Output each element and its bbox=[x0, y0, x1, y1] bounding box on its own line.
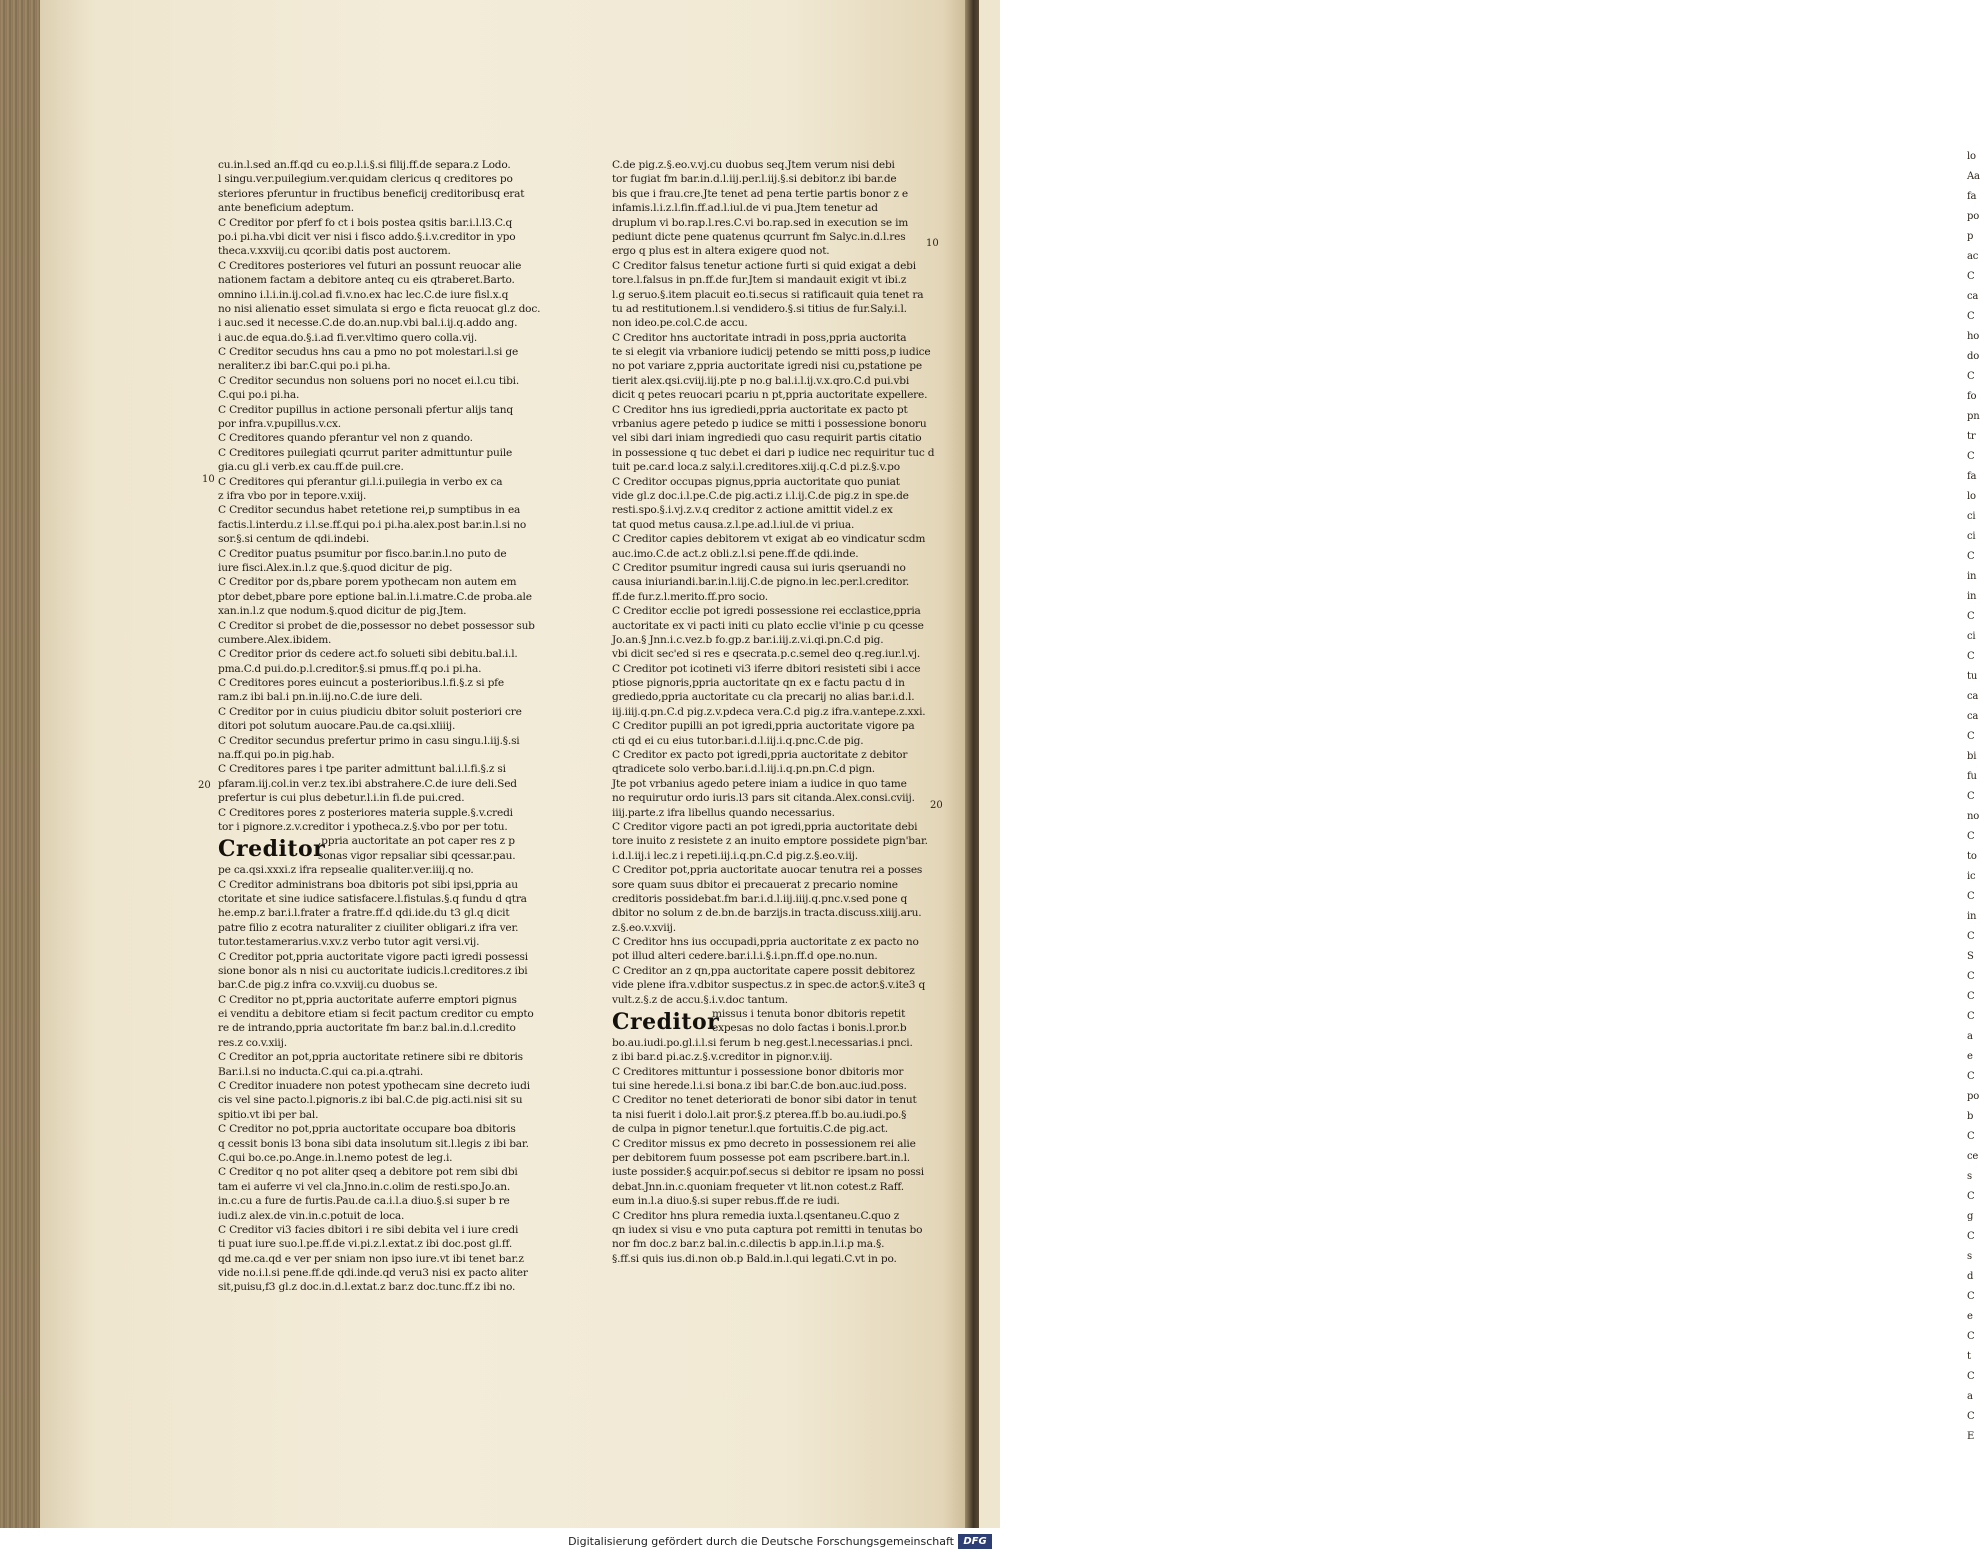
text-fragment: e bbox=[1967, 1051, 1973, 1062]
text-line: i auc.sed it necesse.C.de do.an.nup.vbi bal.i.ij.q.addo ang. bbox=[218, 317, 518, 330]
text-fragment: s bbox=[1967, 1171, 1972, 1182]
text-fragment: C bbox=[1967, 971, 1975, 982]
text-line: i auc.de equa.do.§.i.ad fi.ver.vltimo quero colla.vij. bbox=[218, 331, 478, 344]
text-line: ,ppria auctoritate an pot caper res z p bbox=[318, 835, 515, 848]
text-line: C Creditor no pt,ppria auctoritate auferre emptori pignus bbox=[218, 993, 517, 1006]
text-line: omnino i.l.i.in.ij.col.ad fi.v.no.ex hac lec.C.de iure fisl.x.q bbox=[218, 288, 509, 301]
text-line: he.emp.z bar.i.l.frater a fratre.ff.d qdi.ide.du t3 gl.q dicit bbox=[218, 907, 510, 920]
adjacent-page-text bbox=[1967, 150, 1979, 1490]
text-line: iiij.parte.z ifra libellus quando necessarius. bbox=[612, 806, 835, 819]
text-line: tierit alex.qsi.cviij.iij.pte p no.g bal.i.l.ij.v.x.qro.C.d pui.vbi bbox=[612, 374, 910, 387]
text-fragment: C bbox=[1967, 1291, 1975, 1302]
text-line: missus i tenuta bonor dbitoris repetit bbox=[712, 1008, 906, 1021]
adjacent-page-edge bbox=[979, 0, 1980, 1528]
text-line: C Creditor pupillus in actione personali pfertur alijs tanq bbox=[218, 403, 513, 416]
text-line: nationem factam a debitore anteq cu eis qtraberet.Barto. bbox=[218, 274, 515, 287]
text-line: re de intrando,ppria auctoritate fm bar.z bal.in.d.l.credito bbox=[218, 1022, 516, 1035]
text-line: qn iudex si visu e vno puta captura pot remitti in tenutas bo bbox=[612, 1223, 923, 1236]
text-line: sore quam suus dbitor ei precauerat z precario nomine bbox=[612, 878, 898, 891]
text-line: sione bonor als n nisi cu auctoritate iudicis.l.creditores.z ibi bbox=[218, 964, 528, 977]
margin-line-number: 10 bbox=[926, 238, 939, 249]
text-fragment: C bbox=[1967, 1191, 1975, 1202]
text-fragment: C bbox=[1967, 311, 1975, 322]
text-line: expesas no dolo factas i bonis.l.pror.b bbox=[712, 1022, 907, 1035]
text-fragment: lo bbox=[1967, 151, 1976, 162]
text-line: C Creditor secundus prefertur primo in casu singu.l.iij.§.si bbox=[218, 734, 520, 747]
text-line: prefertur is cui plus debetur.l.i.in fi.de pui.cred. bbox=[218, 792, 465, 805]
text-fragment: C bbox=[1967, 271, 1975, 282]
text-line: ram.z ibi bal.i pn.in.iij.no.C.de iure deli. bbox=[218, 691, 423, 704]
text-line: Bar.i.l.si no inducta.C.qui ca.pi.a.qtrahi. bbox=[218, 1065, 424, 1078]
text-line: auctoritate ex vi pacti initi cu plato ecclie vl'inie p cu qcesse bbox=[612, 619, 924, 632]
text-line: res.z co.v.xiij. bbox=[218, 1036, 287, 1049]
text-line: causa iniuriandi.bar.in.l.iij.C.de pigno.in lec.per.l.creditor. bbox=[612, 576, 910, 589]
text-fragment: C bbox=[1967, 1231, 1975, 1242]
text-line: bar.C.de pig.z infra co.v.xviij.cu duobus se. bbox=[218, 979, 438, 992]
text-line: sor.§.si centum de qdi.indebi. bbox=[218, 533, 369, 546]
text-fragment: C bbox=[1967, 1011, 1975, 1022]
text-fragment: C bbox=[1967, 1331, 1975, 1342]
text-fragment: to bbox=[1967, 851, 1977, 862]
text-line: C Creditor no tenet deteriorati de bonor sibi dator in tenut bbox=[612, 1094, 917, 1107]
text-line: C Creditor vigore pacti an pot igredi,ppria auctoritate debi bbox=[612, 820, 918, 833]
text-fragment: in bbox=[1967, 911, 1977, 922]
text-fragment: C bbox=[1967, 451, 1975, 462]
text-fragment: lo bbox=[1967, 491, 1976, 502]
text-line: ergo q plus est in altera exigere quod not. bbox=[612, 245, 830, 258]
text-line: C Creditor hns plura remedia iuxta.l.qsentaneu.C.quo z bbox=[612, 1209, 900, 1222]
text-line: bo.au.iudi.po.gl.i.l.si ferum b neg.gest.l.necessarias.i pnci. bbox=[612, 1036, 913, 1049]
text-fragment: ci bbox=[1967, 531, 1976, 542]
text-line: C Creditor puatus psumitur por fisco.bar.in.l.no puto de bbox=[218, 547, 507, 560]
text-line: non ideo.pe.col.C.de accu. bbox=[612, 317, 748, 330]
text-fragment: ce bbox=[1967, 1151, 1979, 1162]
text-fragment: bi bbox=[1967, 751, 1977, 762]
text-fragment: C bbox=[1967, 1071, 1975, 1082]
text-fragment: ho bbox=[1967, 331, 1980, 342]
text-line: pot illud alteri cedere.bar.i.l.i.§.i.pn.ff.d ope.no.nun. bbox=[612, 950, 878, 963]
text-line: C Creditor psumitur ingredi causa sui iuris qseruandi no bbox=[612, 561, 906, 574]
text-fragment: g bbox=[1967, 1211, 1974, 1222]
text-line: C.qui po.i pi.ha. bbox=[218, 389, 300, 402]
text-line: ff.de fur.z.l.merito.ff.pro socio. bbox=[612, 590, 768, 603]
text-line: C Creditores qui pferantur gi.l.i.puilegia in verbo ex ca bbox=[218, 475, 503, 488]
text-fragment: C bbox=[1967, 891, 1975, 902]
text-line: z ifra vbo por in tepore.v.xiij. bbox=[218, 489, 367, 502]
text-fragment: a bbox=[1967, 1391, 1973, 1402]
lemma-heading: Creditor bbox=[218, 836, 326, 863]
text-line: C Creditor pot,ppria auctoritate auocar tenutra rei a posses bbox=[612, 864, 923, 877]
right-text-column bbox=[612, 158, 937, 1266]
lemma-heading: Creditor bbox=[612, 1009, 720, 1036]
text-line: theca.v.xxviij.cu qcor.ibi datis post auctorem. bbox=[218, 245, 451, 258]
text-line: C Creditor por in cuius piudiciu dbitor soluit posteriori cre bbox=[218, 705, 522, 718]
text-line: C Creditores puilegiati qcurrut pariter admittuntur puile bbox=[218, 446, 513, 459]
text-line: vide no.i.l.si pene.ff.de qdi.inde.qd veru3 nisi ex pacto aliter bbox=[218, 1267, 528, 1280]
text-line: cis vel sine pacto.l.pignoris.z ibi bal.C.de pig.acti.nisi sit su bbox=[218, 1094, 523, 1107]
text-fragment: tu bbox=[1967, 671, 1978, 682]
text-line: tor fugiat fm bar.in.d.l.iij.per.l.iij.§.si debitor.z ibi bar.de bbox=[612, 173, 897, 186]
text-line: ptiose pignoris,ppria auctoritate qn ex e factu pactu d in bbox=[612, 677, 905, 690]
left-text-column bbox=[218, 158, 540, 1295]
text-line: ei venditu a debitore etiam si fecit pactum creditor cu empto bbox=[218, 1008, 534, 1021]
text-line: tore inuito z resistete z an inuito emptore possidete pign'bar. bbox=[612, 835, 928, 848]
text-line: C Creditor pot icotineti vi3 iferre dbitori resisteti sibi i acce bbox=[612, 662, 921, 675]
text-line: vide gl.z doc.i.l.pe.C.de pig.acti.z i.l.ij.C.de pig.z in spe.de bbox=[612, 489, 909, 502]
text-line: C Creditor hns ius occupadi,ppria auctoritate z ex pacto no bbox=[612, 936, 919, 949]
text-line: vide plene ifra.v.dbitor suspectus.z in spec.de actor.§.v.ite3 q bbox=[612, 979, 926, 992]
text-line: grediedo,ppria auctoritate cu cla precarij no alias bar.i.d.l. bbox=[612, 691, 915, 704]
text-fragment: d bbox=[1967, 1271, 1974, 1282]
text-line: l.g seruo.§.item placuit eo.ti.secus si ratificauit quia tenet ra bbox=[612, 288, 924, 301]
text-line: i.d.l.iij.i lec.z i repeti.iij.i.q.pn.C.d pig.z.§.eo.v.iij. bbox=[612, 849, 858, 862]
text-line: pfaram.iij.col.in ver.z tex.ibi abstrahere.C.de iure deli.Sed bbox=[218, 777, 517, 790]
text-line: factis.l.interdu.z i.l.se.ff.qui po.i pi.ha.alex.post bar.in.l.si no bbox=[218, 518, 527, 531]
text-line: C Creditor occupas pignus,ppria auctoritate quo puniat bbox=[612, 475, 900, 488]
text-fragment: ic bbox=[1967, 871, 1976, 882]
text-line: auc.imo.C.de act.z obli.z.l.si pene.ff.de qdi.inde. bbox=[612, 547, 859, 560]
text-line: C Creditores pores z posteriores materia supple.§.v.credi bbox=[218, 806, 513, 819]
heading-block bbox=[218, 834, 540, 863]
text-line: tam ei auferre vi vel cla.Jnno.in.c.olim de resti.spo.Jo.an. bbox=[218, 1180, 511, 1193]
text-line: C Creditor prior ds cedere act.fo solueti sibi debitu.bal.i.l. bbox=[218, 648, 518, 661]
text-fragment: t bbox=[1967, 1351, 1971, 1362]
text-fragment: fu bbox=[1967, 771, 1977, 782]
text-line: C Creditor an z qn,ppa auctoritate capere possit debitorez bbox=[612, 964, 915, 977]
text-line: C Creditor hns ius igrediedi,ppria auctoritate ex pacto pt bbox=[612, 403, 908, 416]
text-line: C Creditor por ds,pbare porem ypothecam non autem em bbox=[218, 576, 517, 589]
text-line: in.c.cu a fure de furtis.Pau.de ca.i.l.a diuo.§.si super b re bbox=[218, 1195, 510, 1208]
text-line: C Creditor hns auctoritate intradi in poss,ppria auctorita bbox=[612, 331, 907, 344]
text-line: C.de pig.z.§.eo.v.vj.cu duobus seq.Jtem verum nisi debi bbox=[612, 159, 895, 171]
text-line: cu.in.l.sed an.ff.qd cu eo.p.l.i.§.si filij.ff.de separa.z Lodo. bbox=[218, 159, 511, 171]
text-line: C Creditor ex pacto pot igredi,ppria auctoritate z debitor bbox=[612, 749, 908, 762]
text-fragment: C bbox=[1967, 791, 1975, 802]
text-fragment: a bbox=[1967, 1031, 1973, 1042]
text-fragment: C bbox=[1967, 551, 1975, 562]
text-fragment: fa bbox=[1967, 191, 1977, 202]
text-line: druplum vi bo.rap.l.res.C.vi bo.rap.sed in execution se im bbox=[612, 216, 909, 229]
text-line: C Creditor vi3 facies dbitori i re sibi debita vel i iure credi bbox=[218, 1223, 519, 1236]
text-fragment: C bbox=[1967, 651, 1975, 662]
text-line: l singu.ver.puilegium.ver.quidam clericus q creditores po bbox=[218, 173, 513, 186]
text-line: creditoris possidebat.fm bar.i.d.l.iij.iiij.q.pnc.v.sed pone q bbox=[612, 892, 908, 905]
text-line: tutor.testamerarius.v.xv.z verbo tutor agit versi.vij. bbox=[218, 936, 480, 949]
text-fragment: ca bbox=[1967, 691, 1979, 702]
margin-line-number: 20 bbox=[198, 780, 211, 791]
text-fragment: in bbox=[1967, 571, 1977, 582]
text-line: C Creditor ecclie pot igredi possessione rei ecclastice,ppria bbox=[612, 605, 921, 618]
text-line: spitio.vt ibi per bal. bbox=[218, 1108, 319, 1121]
text-fragment: C bbox=[1967, 991, 1975, 1002]
text-line: C.qui bo.ce.po.Ange.in.l.nemo potest de leg.i. bbox=[218, 1151, 453, 1164]
text-line: C Creditor secudus hns cau a pmo no pot molestari.l.si ge bbox=[218, 346, 519, 359]
heading-block bbox=[612, 1007, 937, 1036]
text-line: ante beneficium adeptum. bbox=[218, 202, 354, 215]
text-line: cumbere.Alex.ibidem. bbox=[218, 633, 332, 646]
text-line: te si elegit via vrbaniore iudicij petendo se mitti poss,p iudice bbox=[612, 346, 931, 359]
text-line: C Creditor falsus tenetur actione furti si quid exigat a debi bbox=[612, 259, 916, 272]
text-fragment: ci bbox=[1967, 511, 1976, 522]
text-line: tat quod metus causa.z.l.pe.ad.l.iul.de vi priua. bbox=[612, 518, 855, 531]
margin-line-number: 20 bbox=[930, 800, 943, 811]
text-line: Jte pot vrbanius agedo petere iniam a iudice in quo tame bbox=[612, 777, 907, 790]
text-line: qtradicete solo verbo.bar.i.d.l.iij.i.q.pn.pn.C.d pign. bbox=[612, 763, 875, 776]
text-fragment: ca bbox=[1967, 291, 1979, 302]
text-line: C Creditor capies debitorem vt exigat ab eo vindicatur scdm bbox=[612, 533, 926, 546]
text-line: per debitorem fuum possesse pot eam pscribere.bart.in.l. bbox=[612, 1151, 910, 1164]
text-fragment: tr bbox=[1967, 431, 1976, 442]
text-line: Jo.an.§ Jnn.i.c.vez.b fo.gp.z bar.i.iij.z.v.i.qi.pn.C.d pig. bbox=[612, 633, 884, 646]
text-line: no requirutur ordo iuris.l3 pars sit citanda.Alex.consi.cviij. bbox=[612, 792, 915, 805]
text-line: eum in.l.a diuo.§.si super rebus.ff.de re iudi. bbox=[612, 1195, 840, 1208]
text-line: resti.spo.§.i.vj.z.v.q creditor z actione amittit videl.z ex bbox=[612, 504, 893, 517]
text-fragment: po bbox=[1967, 211, 1980, 222]
text-line: q cessit bonis l3 bona sibi data insolutum sit.l.legis z ibi bar. bbox=[218, 1137, 529, 1150]
text-line: gia.cu gl.i verb.ex cau.ff.de puil.cre. bbox=[218, 461, 404, 474]
text-line: sonas vigor repsaliar sibi qcessar.pau. bbox=[318, 849, 516, 862]
text-fragment: C bbox=[1967, 611, 1975, 622]
text-fragment: b bbox=[1967, 1111, 1974, 1122]
footer-bar bbox=[0, 1528, 1000, 1556]
text-line: dbitor no solum z de.bn.de barzijs.in tracta.discuss.xiiij.aru. bbox=[612, 907, 922, 920]
text-fragment: Aa bbox=[1967, 171, 1980, 182]
text-line: C Creditores pares i tpe pariter admittunt bal.i.l.fi.§.z si bbox=[218, 763, 506, 776]
text-line: dicit q petes reuocari pcariu n pt,ppria auctoritate expellere. bbox=[612, 389, 928, 402]
text-line: vrbanius agere petedo p iudice se mitti i possessione bonoru bbox=[612, 418, 927, 431]
text-line: z ibi bar.d pi.ac.z.§.v.creditor in pignor.v.iij. bbox=[612, 1051, 833, 1064]
text-line: ditori pot solutum auocare.Pau.de ca.qsi.xliiij. bbox=[218, 720, 456, 733]
text-line: pma.C.d pui.do.p.l.creditor.§.si pmus.ff.q po.i pi.ha. bbox=[218, 662, 482, 675]
text-fragment: C bbox=[1967, 831, 1975, 842]
text-fragment bbox=[1967, 1450, 1979, 1470]
text-line: bis que i frau.cre.Jte tenet ad pena tertie partis bonor z e bbox=[612, 187, 908, 200]
text-line: ctoritate et sine iudice satisfacere.l.fistulas.§.q fundu d qtra bbox=[218, 892, 527, 905]
text-line: na.ff.qui po.in pig.hab. bbox=[218, 749, 335, 762]
text-line: §.ff.si quis ius.di.non ob.p Bald.in.l.qui legati.C.vt in po. bbox=[612, 1252, 897, 1265]
text-fragment: E bbox=[1967, 1431, 1975, 1442]
text-line: patre filio z ecotra naturaliter z ciuiliter obligari.z ifra ver. bbox=[218, 921, 519, 934]
text-line: in possessione q tuc debet ei dari p iudice nec requiritur tuc d bbox=[612, 446, 935, 459]
text-fragment: S bbox=[1967, 951, 1974, 962]
text-line: C Creditor inuadere non potest ypothecam sine decreto iudi bbox=[218, 1080, 530, 1093]
text-line: vult.z.§.z de accu.§.i.v.doc tantum. bbox=[612, 993, 788, 1006]
text-fragment: in bbox=[1967, 591, 1977, 602]
text-fragment: ac bbox=[1967, 251, 1979, 262]
text-line: ta nisi fuerit i dolo.l.ait pror.§.z pterea.ff.b bo.au.iudi.po.§ bbox=[612, 1108, 907, 1121]
text-fragment: po bbox=[1967, 1091, 1980, 1102]
text-fragment: C bbox=[1967, 1411, 1975, 1422]
text-line: de culpa in pignor tenetur.l.que fortuitis.C.de pig.act. bbox=[612, 1123, 888, 1136]
text-line: tor i pignore.z.v.creditor i ypotheca.z.§.vbo por per totu. bbox=[218, 820, 508, 833]
text-line: por infra.v.pupillus.v.cx. bbox=[218, 418, 341, 431]
text-line: debat.Jnn.in.c.quoniam frequeter vt lit.non cotest.z Raff. bbox=[612, 1180, 904, 1193]
text-fragment: fo bbox=[1967, 391, 1977, 402]
text-line: tui sine herede.l.i.si bona.z ibi bar.C.de bon.auc.iud.poss. bbox=[612, 1080, 907, 1093]
text-line: pe ca.qsi.xxxi.z ifra repsealie qualiter.ver.iiij.q no. bbox=[218, 864, 474, 877]
text-line: C Creditores quando pferantur vel non z quando. bbox=[218, 432, 473, 445]
text-line: iij.iiij.q.pn.C.d pig.z.v.pdeca vera.C.d pig.z ifra.v.antepe.z.xxi. bbox=[612, 705, 926, 718]
text-line: C Creditor por pferf fo ct i bois postea qsitis bar.i.l.l3.C.q bbox=[218, 216, 513, 229]
text-line: sit,puisu,f3 gl.z doc.in.d.l.extat.z bar.z doc.tunc.ff.z ibi no. bbox=[218, 1281, 516, 1294]
text-line: no nisi alienatio esset simulata si ergo e ficta reuocat gl.z doc. bbox=[218, 302, 541, 315]
text-line: C Creditor pot,ppria auctoritate vigore pacti igredi possessi bbox=[218, 950, 528, 963]
text-line: tuit pe.car.d loca.z saly.i.l.creditores.xiij.q.C.d pi.z.§.v.po bbox=[612, 461, 900, 474]
text-line: infamis.l.i.z.l.fin.ff.ad.l.iul.de vi pua.Jtem tenetur ad bbox=[612, 202, 878, 215]
text-fragment bbox=[1967, 1470, 1979, 1490]
text-line: vel sibi dari iniam ingrediedi quo casu requirit partis citatio bbox=[612, 432, 922, 445]
text-fragment: C bbox=[1967, 371, 1975, 382]
dfg-logo-icon: DFG bbox=[958, 1534, 992, 1549]
text-line: cti qd ei cu eius tutor.bar.i.d.l.iij.i.q.pnc.C.de pig. bbox=[612, 734, 864, 747]
text-line: nor fm doc.z bar.z bal.in.c.dilectis b app.in.l.i.p ma.§. bbox=[612, 1238, 885, 1251]
text-line: xan.in.l.z que nodum.§.quod dicitur de pig.Jtem. bbox=[218, 605, 467, 618]
text-line: neraliter.z ibi bar.C.qui po.i pi.ha. bbox=[218, 360, 391, 373]
text-fragment: do bbox=[1967, 351, 1980, 362]
book-gutter bbox=[965, 0, 979, 1528]
text-line: iudi.z alex.de vin.in.c.potuit de loca. bbox=[218, 1209, 405, 1222]
text-line: ti puat iure suo.l.pe.ff.de vi.pi.z.l.extat.z ibi doc.post gl.ff. bbox=[218, 1238, 513, 1251]
text-fragment: fa bbox=[1967, 471, 1977, 482]
funding-credit: Digitalisierung gefördert durch die Deutsche Forschungsgemeinschaft bbox=[568, 1535, 954, 1548]
text-line: C Creditores mittuntur i possessione bonor dbitoris mor bbox=[612, 1065, 904, 1078]
text-line: C Creditor administrans boa dbitoris pot sibi ipsi,ppria au bbox=[218, 878, 518, 891]
text-line: C Creditor q no pot aliter qseq a debitore pot rem sibi dbi bbox=[218, 1166, 518, 1179]
text-line: steriores pferuntur in fructibus beneficij creditoribusq erat bbox=[218, 187, 525, 200]
text-line: po.i pi.ha.vbi dicit ver nisi i fisco addo.§.i.v.creditor in ypo bbox=[218, 230, 516, 243]
text-line: iuste possider.§ acquir.pof.secus si debitor re ipsam no possi bbox=[612, 1166, 924, 1179]
text-line: ptor debet,pbare pore eptione bal.in.l.i.matre.C.de proba.ale bbox=[218, 590, 532, 603]
text-fragment: no bbox=[1967, 811, 1980, 822]
text-line: C Creditor si probet de die,possessor no debet possessor sub bbox=[218, 619, 535, 632]
text-line: tore.l.falsus in pn.ff.de fur.Jtem si mandauit exigit vt ibi.z bbox=[612, 274, 907, 287]
text-fragment: ci bbox=[1967, 631, 1976, 642]
margin-line-number: 10 bbox=[202, 474, 215, 485]
text-line: qd me.ca.qd e ver per sniam non ipso iure.vt ibi tenet bar.z bbox=[218, 1252, 524, 1265]
text-line: vbi dicit sec'ed si res e qsecrata.p.c.semel deo q.reg.iur.l.vj. bbox=[612, 648, 921, 661]
text-line: tu ad restitutionem.l.si vendidero.§.si titius de fur.Saly.i.l. bbox=[612, 302, 907, 315]
text-line: C Creditor pupilli an pot igredi,ppria auctoritate vigore pa bbox=[612, 720, 915, 733]
text-line: pediunt dicte pene quatenus qcurrunt fm Salyc.in.d.l.res bbox=[612, 230, 906, 243]
text-line: C Creditor missus ex pmo decreto in possessionem rei alie bbox=[612, 1137, 916, 1150]
text-fragment: C bbox=[1967, 1131, 1975, 1142]
text-line: z.§.eo.v.xviij. bbox=[612, 921, 676, 934]
text-line: C Creditores pores euincut a posterioribus.l.fi.§.z si pfe bbox=[218, 677, 504, 690]
text-fragment: e bbox=[1967, 1311, 1973, 1322]
text-fragment: C bbox=[1967, 731, 1975, 742]
text-line: no pot variare z,ppria auctoritate igredi nisi cu,pstatione pe bbox=[612, 360, 922, 373]
text-line: C Creditor secundus habet retetione rei,p sumptibus in ea bbox=[218, 504, 521, 517]
text-line: C Creditor secundus non soluens pori no nocet ei.l.cu tibi. bbox=[218, 374, 520, 387]
text-line: iure fisci.Alex.in.l.z que.§.quod dicitur de pig. bbox=[218, 561, 453, 574]
text-line: C Creditor an pot,ppria auctoritate retinere sibi re dbitoris bbox=[218, 1051, 523, 1064]
text-fragment: ca bbox=[1967, 711, 1979, 722]
text-fragment: C bbox=[1967, 1371, 1975, 1382]
text-line: C Creditor no pot,ppria auctoritate occupare boa dbitoris bbox=[218, 1123, 516, 1136]
text-fragment: p bbox=[1967, 231, 1974, 242]
text-line: C Creditores posteriores vel futuri an possunt reuocar alie bbox=[218, 259, 522, 272]
text-fragment: s bbox=[1967, 1251, 1972, 1262]
text-fragment: C bbox=[1967, 931, 1975, 942]
text-fragment: pn bbox=[1967, 411, 1980, 422]
